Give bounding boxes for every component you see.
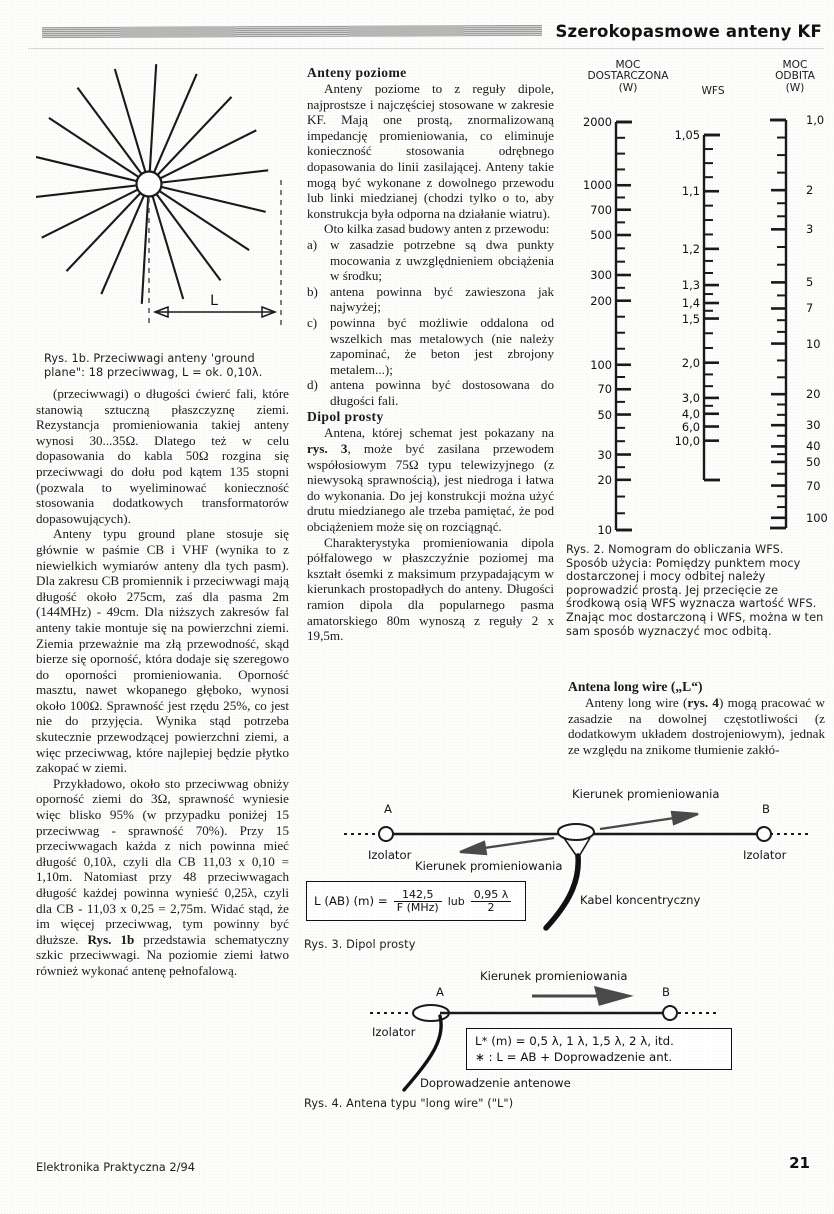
nomogram-tick-label: 100 (806, 510, 828, 525)
nomogram-tick-label: 70 (806, 478, 821, 493)
list-item (307, 377, 554, 408)
list-text: antena powinna być dostosowana do długości fali. (330, 377, 554, 408)
figure-3-formula-box (306, 881, 526, 921)
nomogram-tick-label: 1,2 (681, 241, 700, 256)
radial-wire (162, 170, 268, 182)
radials-svg (36, 58, 292, 346)
radial-wire (36, 156, 136, 181)
insulator-right-icon (663, 1006, 677, 1020)
nomogram-tick-label: 3 (806, 222, 814, 237)
formula-numerator-1: 142,5 (402, 888, 434, 901)
scale-3-title-line3: (W) (785, 81, 805, 94)
scale-1-title-line2: DOSTARCZONA (587, 70, 669, 83)
paragraph: (przeciwwagi) o długości ćwierć fali, które stanowią sztuczną płaszczyznę ziemi. Rezystancja promieniowania takiej anteny wynosi 30...35Ω. Dlatego też w celu dopasowania do kabla 50Ω rozgina się przeciwwagi do dołu pod kątem 135 stopni (pozwala to wyeliminować konieczność stosowania dodatkowych transformatorów dopasowujących). (36, 386, 289, 526)
paragraph: Oto kilka zasad budowy anten z przewodu: (324, 221, 550, 237)
nomogram-tick-label: 10 (597, 523, 612, 537)
section-heading-long-wire: Antena long wire („L“) (568, 679, 703, 694)
nomogram-tick-label: 2000 (583, 115, 612, 129)
paragraph (568, 695, 825, 757)
ref-rys1b: Rys. 1b (87, 931, 135, 947)
section-heading-anteny-poziome: Anteny poziome (307, 65, 407, 80)
radial-wire (42, 190, 138, 238)
formula-denominator-2: 2 (471, 901, 512, 914)
insulator-left-icon (379, 827, 393, 841)
formula-lhs: L (AB) (m) = (314, 894, 388, 908)
nomogram-tick-label: 1,5 (681, 311, 700, 326)
middle-text-column (307, 64, 554, 644)
para-text-post: przedstawia schematyczny szkic przeciwwagi. Na poziomie ziemi łatwo również wykonać antenę pełnofalową. (36, 931, 289, 978)
nomogram-tick-label: 1,4 (681, 296, 700, 310)
radial-wire (157, 194, 221, 280)
figure-1b-ground-plane-radials (36, 58, 292, 346)
formula-denominator-1: F (MHz) (394, 901, 442, 914)
label-feed-line: Doprowadzenie antenowe (420, 1076, 571, 1090)
scale-3-title-line2: ODBITA (775, 70, 815, 83)
radial-wire (162, 187, 266, 212)
para-text-post: ) mogą pracować w zasadzie na dowolnej częstotliwości (z dodatkowym układem dostrojeniowym), jednak ze względu na znikome tłumienie zakłó- (568, 695, 825, 757)
figure-3-caption: Rys. 3. Dipol prosty (304, 938, 416, 951)
label-point-a: A (384, 802, 392, 816)
para-text-pre: Antena, której schemat jest pokazany na (324, 425, 554, 441)
center-feedpoint (558, 824, 594, 840)
label-insulator: Izolator (372, 1025, 416, 1039)
nomogram-tick-label: 10,0 (674, 433, 700, 448)
radial-wire (36, 186, 136, 198)
radiation-arrow (532, 988, 628, 1004)
list-item (307, 237, 554, 284)
nomogram-tick-label: 200 (590, 293, 612, 308)
figure-2-nomogram (560, 60, 834, 540)
nomogram-tick-label: 5 (806, 275, 814, 290)
label-insulator-left: Izolator (368, 848, 412, 862)
paragraph-final (36, 776, 289, 979)
list-text: powinna być możliwie oddalona od wszelkich mas metalowych (nie należy zapominać, że beton jest zbrojony metalem...); (330, 314, 554, 377)
label-point-b: B (662, 985, 670, 999)
scale-2-title-line1: WFS (701, 85, 725, 97)
nomogram-tick-label: 2,0 (681, 355, 700, 370)
formula-fraction-2 (471, 889, 512, 913)
nomogram-tick-label: 3,0 (681, 390, 700, 405)
figure-1b-caption: Rys. 1b. Przeciwwagi anteny 'ground plane": 18 przeciwwag, L = ok. 0,10λ. (44, 352, 263, 379)
label-insulator-right: Izolator (743, 848, 787, 862)
label-coax-cable: Kabel koncentryczny (580, 893, 701, 907)
footer-magazine-name: Elektronika Praktyczna 2/94 (36, 1160, 195, 1174)
formula-lub: lub (447, 894, 465, 908)
mast-center-circle (137, 172, 162, 197)
radial-wire (160, 191, 249, 250)
label-point-a: A (436, 985, 444, 999)
section-heading-dipol-prosty: Dipol prosty (307, 409, 384, 425)
figure-4-caption: Rys. 4. Antena typu "long wire" ("L") (304, 1097, 514, 1110)
nomogram-tick-label: 30 (597, 447, 612, 462)
radial-wire (142, 197, 148, 304)
nomogram-tick-label: 1,05 (674, 128, 700, 142)
scale-3-title-line1: MOC (782, 59, 808, 71)
page-title: Szerokopasmowe anteny KF (555, 22, 822, 41)
paragraph: Anteny poziome to z reguły dipole, najprostsze i najczęściej stosowane w zakresie KF. Mają one prostą, znormalizowaną impedancję promieniowania, co eliminuje konieczność stosowania odrębnego dopasowania do linii zasilającej. Anteny takie mogą być wykonane z dowolnego przewodu lub linki miedzianej (chodzi tylko o to, aby konstrukcja była odporna na działanie wiatru). (307, 81, 554, 221)
nomogram-tick-label: 7 (806, 301, 814, 316)
nomogram-tick-label: 50 (806, 454, 821, 469)
list-marker: d) (307, 377, 318, 393)
nomogram-tick-label: 300 (590, 268, 612, 282)
radiation-arrow-down (460, 838, 554, 854)
figure-3-dipole (300, 786, 834, 936)
right-text-column (568, 678, 825, 757)
header-rule (28, 48, 824, 49)
list-marker: c) (307, 314, 318, 330)
dimension-label-L: L (210, 293, 218, 309)
radial-wire (153, 197, 184, 300)
ref-rys4: rys. 4 (687, 695, 719, 710)
nomogram-tick-label: 4,0 (681, 406, 700, 421)
list-item (307, 284, 554, 315)
radial-wire (49, 118, 138, 177)
radiation-arrow-up (600, 812, 698, 829)
nomogram-tick-label: 6,0 (681, 419, 700, 434)
paragraph: Charakterystyka promieniowania dipola półfalowego w płaszczyźnie poziomej ma kształt ósemki z maksimum przypadającym w kierunkach prostopadłych do anteny. Długości ramion dipola dla popularnego pasma amatorskiego 80m wynoszą z reguły 2 x 19,5m. (307, 534, 554, 644)
radial-wire (115, 69, 146, 172)
nomogram-tick-label: 20 (806, 387, 821, 402)
left-text-column (36, 386, 289, 979)
list-text: w zasadzie potrzebne są dwa punkty mocowania z uwzględnieniem obciążenia w środku; (330, 236, 554, 284)
formula-fraction-1 (394, 889, 442, 913)
radial-wire (150, 64, 156, 171)
label-direction: Kierunek promieniowania (480, 969, 628, 983)
list-item (307, 315, 554, 377)
paragraph (307, 425, 554, 534)
para-text-post: , może być zasilana przewodem współosiowym 75Ω typu telewizyjnego (z niewysoką sprawnością), jest niedroga i łatwa do wykonania. Do jej konstrukcji można użyć drutu miedzianego ale trzeba pamiętać, że pod obciążeniem może się on rozciągnąć. (307, 441, 554, 535)
nomogram-tick-label: 1,1 (681, 184, 700, 199)
nomogram-tick-label: 20 (597, 472, 612, 487)
nomogram-tick-label: 2 (806, 183, 814, 198)
figure-2-caption: Rys. 2. Nomogram do obliczania WFS. Sposób użycia: Pomiędzy punktem mocy dostarczonej i mocy odbitej należy poprowadzić prostą. Jej przecięcie ze środkową osią WFS wyznacza wartość WFS. Znając moc dostarczoną i WFS, można w ten sam sposób wyznaczyć moc odbitą. (566, 543, 824, 638)
nomogram-tick-label: 50 (597, 407, 612, 422)
figure-4-formula-box (466, 1028, 732, 1070)
para-text-pre: Przykładowo, około sto przeciwwag obniży oporność ziemi do 3Ω, sprawność wyniesie więc blisko 95% (w przypadku poniżej 15 przeciwwag - sprawność 70%). Przy 15 przeciwwagach każda z nich powinna mieć długość 0,10λ, czyli dla CB 11,03 x 0,10 = 1,10m. Natomiast przy 48 przeciwwagach długość każdej powinna wynieść 0,25λ, czyli dla CB - 11,03 x 0,25 = 2,75m. Widać stąd, że im więcej przeciwwag, tym powinny być dłuższe. (36, 775, 289, 947)
nomogram-tick-label: 70 (597, 382, 612, 397)
nomogram-tick-label: 1,0 (806, 113, 825, 127)
figure-4-long-wire (300, 956, 834, 1096)
formula-numerator-2: 0,95 λ (473, 888, 509, 901)
list-text: antena powinna być zawieszona jak najwyżej; (330, 283, 554, 315)
nomogram-tick-label: 30 (806, 418, 821, 433)
label-direction-bottom: Kierunek promieniowania (415, 859, 563, 873)
nomogram-tick-label: 40 (806, 439, 821, 454)
insulator-right-icon (757, 827, 771, 841)
nomogram-tick-label: 10 (806, 336, 821, 351)
nomogram-tick-label: 100 (590, 357, 612, 372)
para-text-pre: Anteny long wire ( (585, 695, 688, 710)
scale-1-title-line3: (W) (618, 81, 638, 94)
nomogram-tick-label: 1,3 (681, 278, 700, 293)
nomogram-tick-label: 1000 (583, 178, 612, 193)
nomogram-tick-label: 700 (590, 202, 612, 217)
formula-line-2: ∗ : L = AB + Doprowadzenie ant. (475, 1050, 673, 1064)
radial-wire (161, 130, 257, 178)
ref-rys3: rys. 3 (307, 441, 348, 457)
formula-line-1: L* (m) = 0,5 λ, 1 λ, 1,5 λ, 2 λ, itd. (475, 1034, 674, 1048)
label-direction-top: Kierunek promieniowania (572, 787, 720, 801)
nomogram-tick-label: 500 (590, 228, 612, 243)
list-marker: b) (307, 283, 318, 299)
scale-1-title-line1: MOC (615, 59, 641, 71)
paragraph: Anteny typu ground plane stosuje się głównie w paśmie CB i VHF (wynika to z niewielkich wymiarów anteny dla tych pasm). Dla zakresu CB promiennik i przeciwwagi mają długość około 275cm, zaś dla pasma 2m (144MHz) - 49cm. Dla niższych zakresów fal anteny takie montuje się na powierzchni ziemi. Ziemia przeważnie ma złą przewodność, skąd bierze się oporność, która dodaje się szeregowo do oporności promieniowania. Oporność masztu, nawet wkopanego głęboko, wynosi około 100Ω. Sprawność jest rzędu 25%, co jest nie do przyjęcia. Wynika stąd potrzeba skutecznie przewodzącej powierzchni ziemi, a więc przeciwwag, które najlepiej będzie płytko zakopać w ziemi. (36, 526, 289, 776)
label-point-b: B (762, 802, 770, 816)
radial-wire (78, 88, 142, 174)
list-marker: a) (307, 236, 318, 252)
footer-page-number: 21 (789, 1154, 810, 1172)
